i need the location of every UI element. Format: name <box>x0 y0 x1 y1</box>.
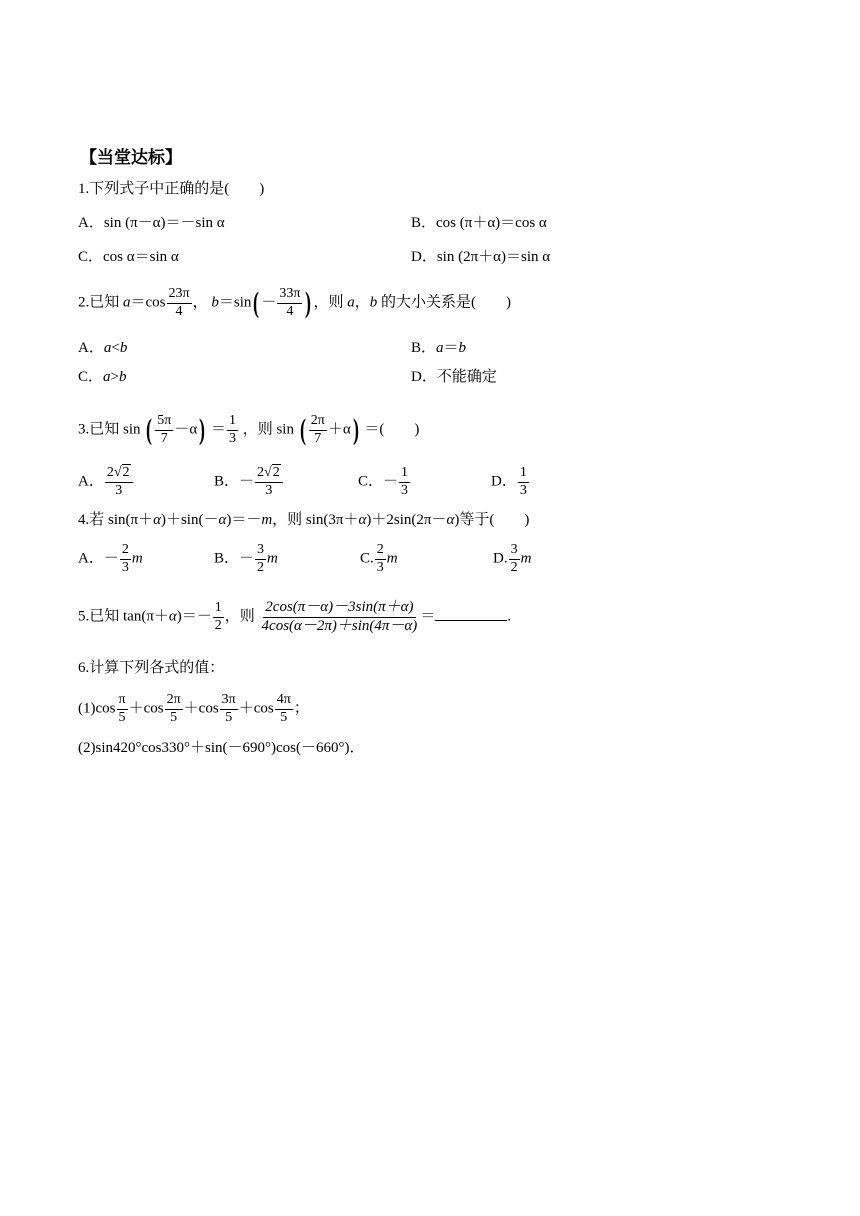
q3-option-a <box>78 466 134 498</box>
q3-b-den: 3 <box>265 482 273 498</box>
q2-eq-cos: ＝cos <box>130 294 166 311</box>
q6-p1-end: ； <box>293 700 309 717</box>
q3-d-label: D． <box>491 473 517 490</box>
q2-right-paren: ) <box>305 286 312 320</box>
q2-c-a: a <box>103 369 111 385</box>
q1-stem: 1.下列式子中正确的是( ) <box>78 181 265 197</box>
q3-b-label: B．－ <box>214 473 255 490</box>
q2-sep: ， <box>354 294 370 311</box>
q2-option-b <box>411 341 466 356</box>
q4-alpha-2: α <box>218 512 227 528</box>
q3-d-num: 1 <box>518 466 529 483</box>
q2-a-a: a <box>103 340 112 356</box>
q6-frac-1 <box>117 693 128 725</box>
q6-t4-num: 4π <box>275 693 293 710</box>
q2-b-op: ＝ <box>443 340 459 356</box>
q2-c-op: > <box>110 369 119 385</box>
q5-p2: )＝－ <box>176 608 212 625</box>
q4-p4: ，则 sin(3π＋ <box>272 512 359 528</box>
q2-eq-sin: ＝sin <box>218 294 252 311</box>
q2-left-paren: ( <box>253 286 260 320</box>
q4-c-m: m <box>386 550 398 567</box>
q3-right-paren-1: ) <box>199 413 206 447</box>
q4-option-d <box>493 543 531 575</box>
q3-a-frac <box>105 466 133 498</box>
q4-b-label: B．－ <box>214 550 255 567</box>
q4-c-den: 3 <box>376 559 384 575</box>
q6-frac-3 <box>220 693 238 725</box>
q3-option-b <box>214 466 284 498</box>
q6-t2-den: 5 <box>170 709 178 725</box>
q3-frac-1-3 <box>227 414 238 446</box>
q3-b-frac <box>255 466 283 498</box>
q4-p2: )＋sin(－ <box>160 512 219 528</box>
q3-option-c <box>358 466 411 498</box>
q3-frac2-den: 3 <box>228 430 236 446</box>
q3-eq: ＝ <box>210 421 226 438</box>
q4-a-label: A．－ <box>78 550 119 567</box>
q3-minus-alpha: －α <box>174 421 198 438</box>
q3-c-label: C．－ <box>358 473 399 490</box>
q4-d-num: 3 <box>509 543 520 560</box>
q5-stem <box>78 600 511 635</box>
q3-c-num: 1 <box>399 466 410 483</box>
q4-d-m: m <box>520 550 532 567</box>
q2-a-label: A． <box>78 340 104 356</box>
q3-a-num: 2√2 <box>105 466 133 483</box>
q2-a-b: b <box>119 340 128 356</box>
q2-b-var: b <box>211 294 219 311</box>
q3-frac1-den: 7 <box>160 430 168 446</box>
q4-option-a <box>78 543 143 575</box>
q4-b-den: 2 <box>257 559 265 575</box>
q4-d-frac <box>509 543 520 575</box>
q2-c-b: b <box>118 369 127 385</box>
q1-option-a: A．sin (π－α)＝－sin α <box>78 215 225 231</box>
q5-end: . <box>507 608 512 625</box>
q5-big-fraction <box>260 600 420 635</box>
q5-numerator: 2cos(π－α)－3sin(π＋α) <box>263 600 415 618</box>
q2-frac1-den: 4 <box>175 303 183 319</box>
q4-d-label: D. <box>493 550 508 567</box>
q6-frac-2 <box>165 693 183 725</box>
q2-stem <box>78 287 511 319</box>
q6-plus-cos-1: ＋cos <box>128 700 164 717</box>
q3-plus-alpha: ＋α <box>327 421 351 438</box>
q1-option-c: C．cos α＝sin α <box>78 249 179 265</box>
q2-c-label: C． <box>78 369 104 385</box>
q5-denominator: 4cos(α－2π)＋sin(4π－α) <box>261 617 418 634</box>
q2-option-d: D．不能确定 <box>411 369 497 385</box>
q3-b-rad: 2 <box>272 465 280 480</box>
q4-a-frac <box>120 543 131 575</box>
q3-left-paren-2: ( <box>299 413 306 447</box>
q2-option-a <box>78 341 127 356</box>
q2-b-b: b <box>458 340 467 356</box>
q2-frac-33pi-4 <box>277 287 302 319</box>
q4-c-frac <box>375 543 386 575</box>
q4-b-m: m <box>267 550 278 567</box>
q4-alpha-3: α <box>358 512 367 528</box>
q4-b-frac <box>255 543 266 575</box>
q2-b-a: a <box>436 340 444 356</box>
q3-mid: ，则 sin <box>242 421 294 438</box>
q6-p1-label: (1)cos <box>78 700 116 717</box>
q2-suffix-1: ，则 <box>313 294 344 311</box>
q3-a-den: 3 <box>115 482 123 498</box>
q6-t3-num: 3π <box>220 693 238 710</box>
q2-frac2-den: 4 <box>286 303 294 319</box>
q3-a-coef: 2 <box>106 465 114 480</box>
q2-b-label: B． <box>411 340 437 356</box>
q5-frac-den: 2 <box>214 617 222 633</box>
q6-plus-cos-3: ＋cos <box>238 700 274 717</box>
q5-alpha: α <box>168 608 177 625</box>
q3-frac1-num: 5π <box>155 414 173 431</box>
q6-part2: (2)sin420°cos330°＋sin(－690°)cos(－660°)． <box>78 740 365 756</box>
section-title: 【当堂达标】 <box>80 148 182 168</box>
q3-option-d <box>491 466 530 498</box>
q2-prefix: 2.已知 <box>78 294 120 311</box>
q2-b2: b <box>369 294 378 311</box>
q3-b-coef: 2 <box>257 465 265 480</box>
q3-right-paren-2: ) <box>352 413 359 447</box>
q2-a-var: a <box>123 294 131 311</box>
q3-frac-5pi-7 <box>155 414 173 446</box>
q4-p5: )＋2sin(2π－ <box>366 512 447 528</box>
q4-c-num: 2 <box>375 543 386 560</box>
q6-plus-cos-2: ＋cos <box>183 700 219 717</box>
q6-t1-den: 5 <box>118 709 126 725</box>
q3-end: ＝( ) <box>364 421 420 438</box>
q2-suffix-2: 的大小关系是( ) <box>381 294 511 311</box>
q3-frac-2pi-7 <box>309 414 327 446</box>
q2-comma: ， <box>192 294 208 311</box>
q3-stem <box>78 414 419 446</box>
q4-p3: )＝－ <box>226 512 262 528</box>
q6-stem: 6.计算下列各式的值： <box>78 660 225 676</box>
q3-c-den: 3 <box>401 482 409 498</box>
q4-a-num: 2 <box>120 543 131 560</box>
q4-p1: 4.若 sin(π＋ <box>78 512 154 528</box>
q5-answer-blank <box>435 619 507 621</box>
q2-a2: a <box>347 294 355 311</box>
q3-b-num: 2√2 <box>255 466 283 483</box>
q5-frac-num: 1 <box>213 601 224 618</box>
q4-c-label: C. <box>360 550 374 567</box>
q3-frac3-den: 7 <box>314 430 322 446</box>
q3-a-label: A． <box>78 473 104 490</box>
q2-a-op: < <box>111 340 120 356</box>
q2-frac1-num: 23π <box>167 287 192 304</box>
q4-b-num: 3 <box>255 543 266 560</box>
q6-t3-den: 5 <box>225 709 233 725</box>
q6-t2-num: 2π <box>165 693 183 710</box>
q4-m: m <box>261 512 273 528</box>
q3-a-rad: 2 <box>122 465 130 480</box>
q4-a-m: m <box>131 550 143 567</box>
q5-frac-1-2 <box>213 601 224 633</box>
q2-frac2-num: 33π <box>277 287 302 304</box>
q3-d-frac <box>518 466 529 498</box>
q2-option-c <box>78 370 126 385</box>
q6-part1 <box>78 693 309 725</box>
q4-stem <box>78 513 529 528</box>
q5-p1: 5.已知 tan(π＋ <box>78 608 169 625</box>
q4-option-c <box>360 543 398 575</box>
q1-option-d: D．sin (2π＋α)＝sin α <box>411 249 551 265</box>
q6-t1-num: π <box>117 693 128 710</box>
q4-a-den: 3 <box>121 559 129 575</box>
q6-frac-4 <box>275 693 293 725</box>
q3-d-den: 3 <box>519 482 527 498</box>
q6-t4-den: 5 <box>280 709 288 725</box>
q1-option-b: B．cos (π＋α)＝cos α <box>411 215 547 231</box>
q3-frac2-num: 1 <box>227 414 238 431</box>
q4-alpha-4: α <box>446 512 455 528</box>
q3-left-paren-1: ( <box>146 413 153 447</box>
q4-alpha-1: α <box>153 512 161 528</box>
q3-c-frac <box>399 466 410 498</box>
q4-p6: )等于( ) <box>454 512 530 528</box>
q4-d-den: 2 <box>510 559 518 575</box>
q3-frac3-num: 2π <box>309 414 327 431</box>
q2-neg: － <box>261 294 277 311</box>
q5-p3: ，则 <box>224 608 255 625</box>
q2-frac-23pi-4 <box>167 287 192 319</box>
q5-eq: ＝ <box>420 608 436 625</box>
q3-prefix: 3.已知 sin <box>78 421 141 438</box>
q4-option-b <box>214 543 278 575</box>
